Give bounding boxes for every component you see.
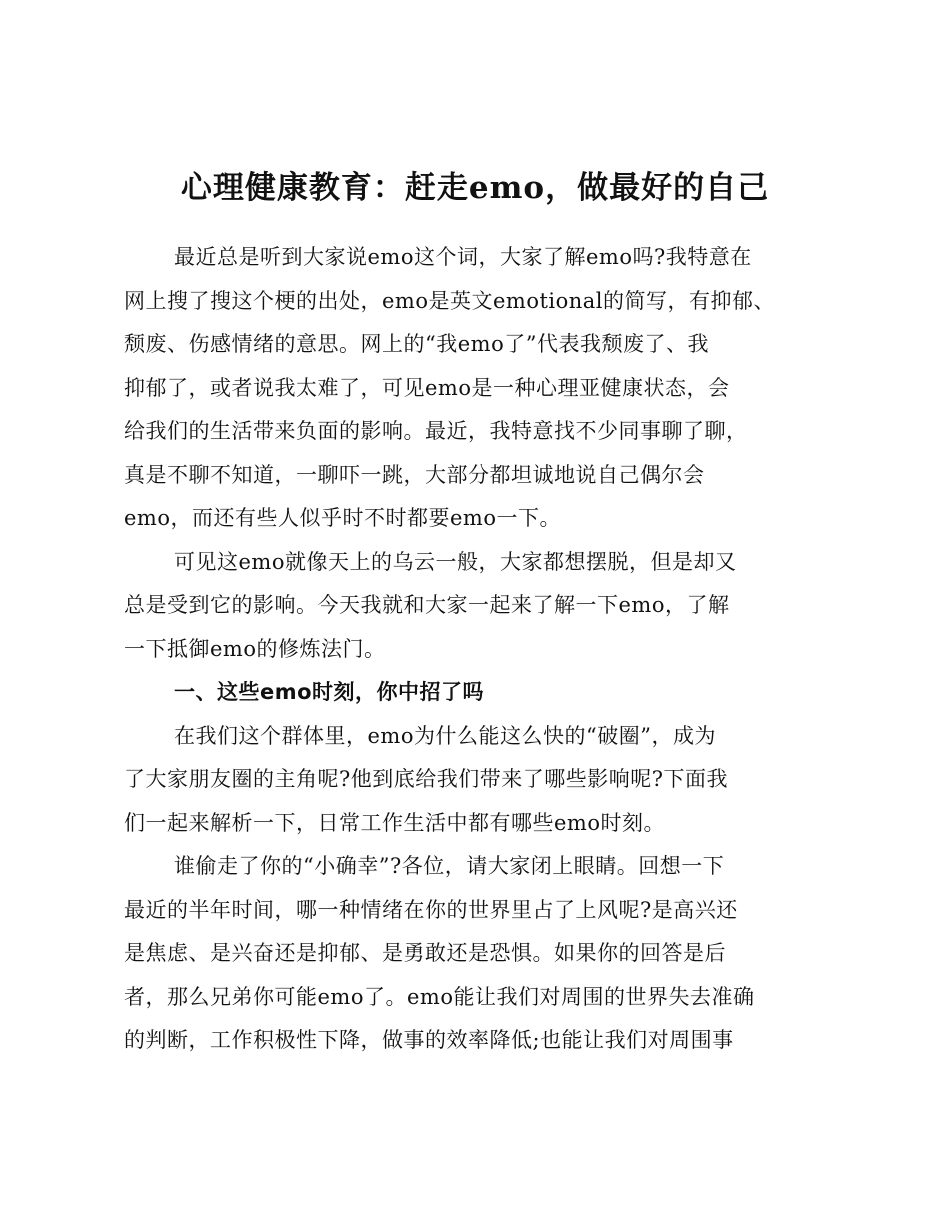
paragraph-3-line-3: 们一起来解析一下，日常工作生活中都有哪些emo时刻。 <box>124 810 665 835</box>
paragraph-4-line-4: 者，那么兄弟你可能emo了。emo能让我们对周围的世界失去准确 <box>124 984 755 1009</box>
paragraph-2-line-1: 可见这emo就像天上的乌云一般，大家都想摆脱，但是却又 <box>174 549 737 574</box>
paragraph-2-line-3: 一下抵御emo的修炼法门。 <box>124 636 386 661</box>
document-body <box>124 236 844 1063</box>
paragraph-1-line-4: 抑郁了，或者说我太难了，可见emo是一种心理亚健康状态，会 <box>124 375 730 400</box>
paragraph-3-line-2: 了大家朋友圈的主角呢?他到底给我们带来了哪些影响呢?下面我 <box>124 767 729 791</box>
paragraph-1-line-3: 颓废、伤感情绪的意思。网上的“我emo了”代表我颓废了、我 <box>124 332 709 356</box>
paragraph-4-line-3: 是焦虑、是兴奋还是抑郁、是勇敢还是恐惧。如果你的回答是后 <box>124 941 726 965</box>
paragraph-1-line-2: 网上搜了搜这个梗的出处，emo是英文emotional的简写，有抑郁、 <box>124 288 776 313</box>
paragraph-1-line-6: 真是不聊不知道，一聊吓一跳，大部分都坦诚地说自己偶尔会 <box>124 462 705 487</box>
paragraph-1-line-7: emo，而还有些人似乎时不时都要emo一下。 <box>124 506 561 530</box>
section-heading: 一、这些emo时刻，你中招了吗 <box>174 680 485 704</box>
paragraph-3-line-1: 在我们这个群体里，emo为什么能这么快的“破圈”，成为 <box>174 723 716 748</box>
paragraph-4-line-5: 的判断，工作积极性下降，做事的效率降低;也能让我们对周围事 <box>124 1028 734 1052</box>
paragraph-2-line-2: 总是受到它的影响。今天我就和大家一起来了解一下emo，了解 <box>124 593 730 617</box>
paragraph-4-line-2: 最近的半年时间，哪一种情绪在你的世界里占了上风呢?是高兴还 <box>124 897 738 922</box>
document-title: 心理健康教育：赶走emo，做最好的自己 <box>180 170 770 206</box>
paragraph-4-line-1: 谁偷走了你的“小确幸”?各位，请大家闭上眼睛。回想一下 <box>174 854 725 878</box>
paragraph-1-line-1: 最近总是听到大家说emo这个词，大家了解emo吗?我特意在 <box>174 245 752 269</box>
paragraph-1-line-5: 给我们的生活带来负面的影响。最近，我特意找不少同事聊了聊， <box>124 419 748 443</box>
